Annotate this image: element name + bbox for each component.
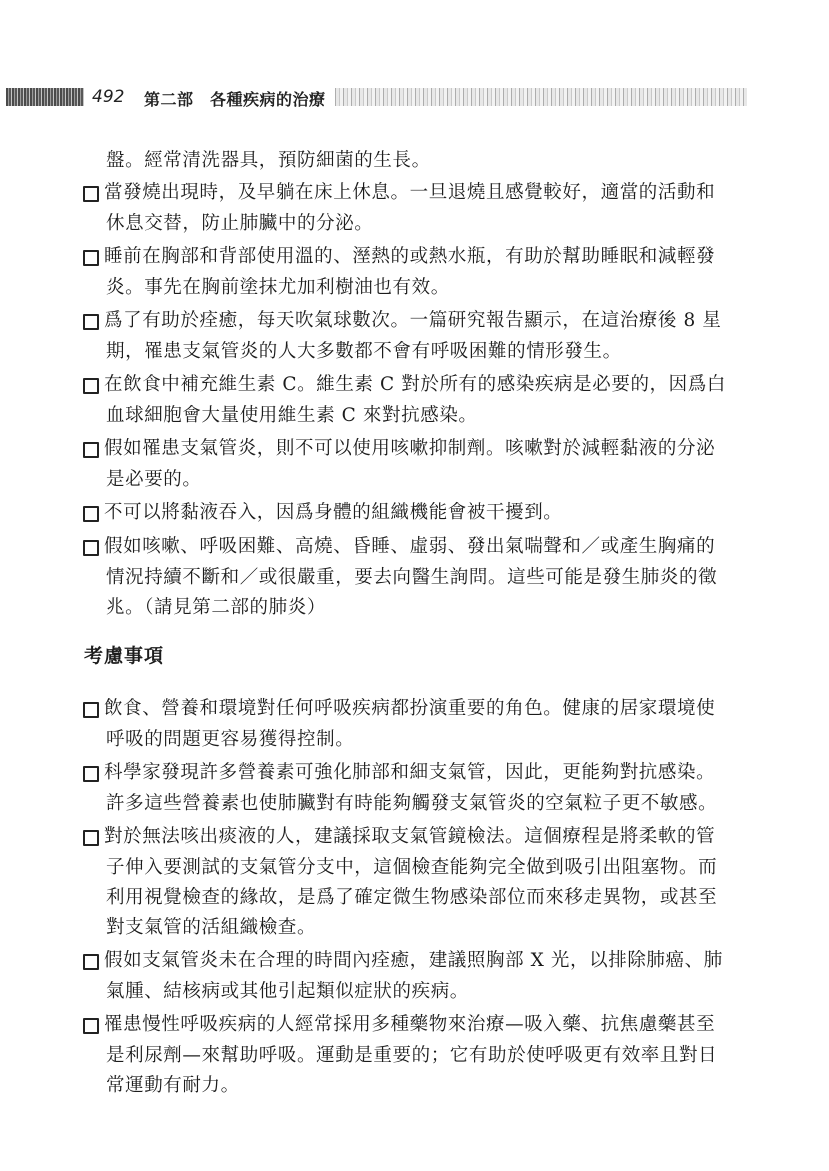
checklist-item (86, 1009, 746, 1101)
checkbox-bullet-icon (83, 702, 99, 718)
checklist-item (86, 177, 746, 239)
page-number: 492 (92, 87, 125, 107)
part-title: 第二部 各種疾病的治療 (144, 90, 326, 109)
checkbox-bullet-icon (83, 540, 99, 556)
checklist-item (86, 433, 746, 495)
item-continuation-line: 常運動有耐力。 (106, 1075, 240, 1096)
item-text-line (86, 693, 746, 725)
section-title: 考慮事項 (84, 645, 165, 667)
item-first-line-text: 假如咳嗽、呼吸困難、高燒、昏睡、虛弱、發出氣喘聲和／或產生胸痛的 (104, 536, 716, 557)
item-text-line (86, 757, 746, 789)
item-first-line-text: 罹患慢性呼吸疾病的人經常採用多種藥物來治療—吸入藥、抗焦慮藥甚至 (104, 1014, 716, 1035)
item-first-line-text: 爲了有助於痊癒，每天吹氣球數次。一篇研究報告顯示，在這治療後 8 星 (104, 310, 722, 331)
item-first-line-text: 對於無法咳出痰液的人，建議採取支氣管鏡檢法。這個療程是將柔軟的管 (104, 826, 716, 847)
item-continuation-line: 血球細胞會大量使用維生素 C 來對抗感染。 (106, 405, 478, 426)
item-continuation-line: 休息交替，防止肺臟中的分泌。 (106, 213, 374, 234)
checkbox-bullet-icon (83, 1018, 99, 1034)
item-continuation-line: 對支氣管的活組織檢查。 (106, 917, 317, 938)
item-first-line-text: 科學家發現許多營養素可強化肺部和細支氣管，因此，更能夠對抗感染。 (104, 762, 716, 783)
item-first-line-text: 當發燒出現時，及早躺在床上休息。一旦退燒且感覺較好，適當的活動和 (104, 182, 716, 203)
checkbox-bullet-icon (83, 186, 99, 202)
checkbox-bullet-icon (83, 766, 99, 782)
item-first-line-text: 睡前在胸部和背部使用溫的、溼熱的或熱水瓶，有助於幫助睡眠和減輕發 (104, 246, 716, 267)
item-continuation-line: 是必要的。 (106, 469, 202, 490)
item-continuation-line: 子伸入要測試的支氣管分支中，這個檢查能夠完全做到吸引出阻塞物。而 (106, 857, 718, 878)
item-text-line (86, 433, 746, 465)
checkbox-bullet-icon (83, 250, 99, 266)
intro-line: 盤。經常清洗器具，預防細菌的生長。 (106, 150, 431, 171)
item-text-line (86, 305, 746, 337)
header-decoration (6, 88, 84, 106)
checkbox-bullet-icon (83, 954, 99, 970)
item-continuation-line: 利用視覺檢查的緣故，是爲了確定微生物感染部位而來移走異物，或甚至 (106, 887, 718, 908)
checklist-item (86, 241, 746, 303)
item-text-line (86, 177, 746, 209)
item-continuation-line: 炎。事先在胸前塗抹尤加利樹油也有效。 (106, 277, 450, 298)
page-content (86, 145, 746, 1103)
item-text-line (86, 1009, 746, 1041)
item-first-line-text: 飲食、營養和環境對任何呼吸疾病都扮演重要的角色。健康的居家環境使 (104, 698, 716, 719)
header-scan-noise (335, 88, 747, 106)
item-continuation-line: 許多這些營養素也使肺臟對有時能夠觸發支氣管炎的空氣粒子更不敏感。 (106, 793, 718, 814)
checklist-item (86, 305, 746, 367)
item-continuation-line: 呼吸的問題更容易獲得控制。 (106, 729, 355, 750)
item-first-line-text: 假如罹患支氣管炎，則不可以使用咳嗽抑制劑。咳嗽對於減輕黏液的分泌 (104, 438, 716, 459)
item-text-line (86, 241, 746, 273)
item-continuation-line: 氣腫、結核病或其他引起類似症狀的疾病。 (106, 981, 469, 1002)
checkbox-bullet-icon (83, 378, 99, 394)
item-text-line (86, 497, 746, 529)
checklist-top (86, 177, 746, 623)
checklist-item (86, 531, 746, 623)
running-header (0, 84, 829, 112)
checklist-item (86, 369, 746, 431)
item-text-line (86, 821, 746, 853)
checklist-item (86, 757, 746, 819)
checklist-item (86, 821, 746, 943)
checkbox-bullet-icon (83, 442, 99, 458)
item-text-line (86, 369, 746, 401)
checkbox-bullet-icon (83, 506, 99, 522)
checkbox-bullet-icon (83, 314, 99, 330)
checklist-item (86, 945, 746, 1007)
checklist-item (86, 497, 746, 529)
item-first-line-text: 不可以將黏液吞入，因爲身體的組織機能會被干擾到。 (104, 502, 563, 523)
item-continuation-line: 期，罹患支氣管炎的人大多數都不會有呼吸困難的情形發生。 (106, 341, 622, 362)
checkbox-bullet-icon (83, 830, 99, 846)
item-first-line-text: 假如支氣管炎未在合理的時間內痊癒，建議照胸部 X 光，以排除肺癌、肺 (104, 950, 723, 971)
checklist-bottom (86, 693, 746, 1101)
item-continuation-line: 兆。（請見第二部的肺炎） (106, 597, 326, 618)
checklist-item (86, 693, 746, 755)
item-text-line (86, 531, 746, 563)
item-continuation-line: 情況持續不斷和／或很嚴重，要去向醫生詢問。這些可能是發生肺炎的徵 (106, 567, 718, 588)
item-first-line-text: 在飲食中補充維生素 C。維生素 C 對於所有的感染疾病是必要的，因爲白 (104, 374, 726, 395)
item-continuation-line: 是利尿劑—來幫助呼吸。運動是重要的；它有助於使呼吸更有效率且對日 (106, 1045, 718, 1066)
item-text-line (86, 945, 746, 977)
